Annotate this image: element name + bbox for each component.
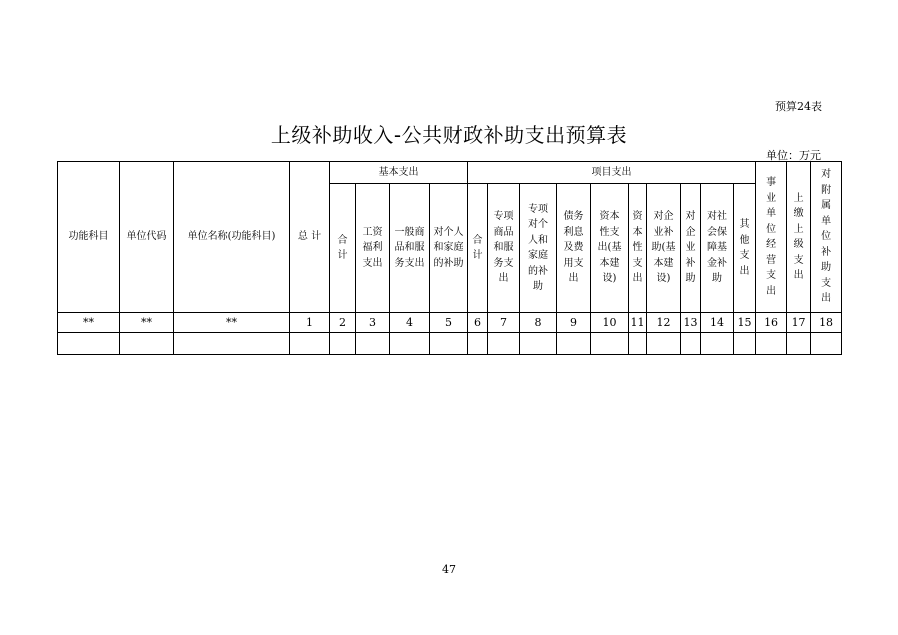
column-number-cell: 13 <box>681 313 701 333</box>
column-number-cell: 8 <box>520 313 557 333</box>
column-number-cell: 12 <box>647 313 681 333</box>
empty-cell[interactable] <box>811 333 842 355</box>
empty-cell[interactable] <box>787 333 811 355</box>
column-number-cell: 3 <box>356 313 390 333</box>
col-basic-goods: 一般商 品和服 务支出 <box>390 184 430 313</box>
group-project-expenditure: 项目支出 <box>468 162 756 184</box>
table-row-empty <box>58 333 842 355</box>
table-row-numbers <box>58 313 842 333</box>
column-number-cell: 6 <box>468 313 488 333</box>
column-number-cell: 1 <box>290 313 330 333</box>
column-number-cell: 10 <box>591 313 629 333</box>
empty-cell[interactable] <box>520 333 557 355</box>
col-unit-code: 单位代码 <box>120 162 174 313</box>
column-number-cell: 11 <box>629 313 647 333</box>
col-project-capital-infra: 资本 性支 出(基 本建 设) <box>591 184 629 313</box>
column-number-cell: 18 <box>811 313 842 333</box>
col-upper-payment: 上 缴 上 级 支 出 <box>787 162 811 313</box>
empty-cell[interactable] <box>58 333 120 355</box>
group-basic-expenditure: 基本支出 <box>330 162 468 184</box>
col-subsidiary-subsidy: 对 附 属 单 位 补 助 支 出 <box>811 162 842 313</box>
col-project-enterprise-infra: 对企 业补 助(基 本建 设) <box>647 184 681 313</box>
cell-unit-code: ** <box>120 313 174 333</box>
cell-unit-name: ** <box>174 313 290 333</box>
cell-func-subject: ** <box>58 313 120 333</box>
column-number-cell: 7 <box>488 313 520 333</box>
empty-cell[interactable] <box>629 333 647 355</box>
empty-cell[interactable] <box>488 333 520 355</box>
empty-cell[interactable] <box>701 333 734 355</box>
unit-label: 单位：万元 <box>766 149 821 162</box>
col-project-interest: 债务 利息 及费 用支 出 <box>557 184 591 313</box>
col-project-capital: 资 本 性 支 出 <box>629 184 647 313</box>
col-project-enterprise: 对 企 业 补 助 <box>681 184 701 313</box>
empty-cell[interactable] <box>557 333 591 355</box>
page-title: 上级补助收入-公共财政补助支出预算表 <box>270 123 628 147</box>
empty-cell[interactable] <box>591 333 629 355</box>
column-number-cell: 5 <box>430 313 468 333</box>
col-basic-subtotal: 合 计 <box>330 184 356 313</box>
col-project-subtotal: 合 计 <box>468 184 488 313</box>
empty-cell[interactable] <box>734 333 756 355</box>
col-func-subject: 功能科目 <box>58 162 120 313</box>
empty-cell[interactable] <box>468 333 488 355</box>
column-number-cell: 9 <box>557 313 591 333</box>
col-project-personal: 专项 对个 人和 家庭 的补 助 <box>520 184 557 313</box>
col-basic-wages: 工资 福利 支出 <box>356 184 390 313</box>
table-number: 预算24表 <box>775 100 822 113</box>
column-number-cell: 15 <box>734 313 756 333</box>
empty-cell[interactable] <box>330 333 356 355</box>
empty-cell[interactable] <box>647 333 681 355</box>
col-basic-personal: 对个人 和家庭 的补助 <box>430 184 468 313</box>
empty-cell[interactable] <box>174 333 290 355</box>
header-row-groups <box>58 162 842 184</box>
empty-cell[interactable] <box>120 333 174 355</box>
empty-cell[interactable] <box>290 333 330 355</box>
budget-table <box>57 161 842 355</box>
col-total: 总 计 <box>290 162 330 313</box>
col-unit-name: 单位名称(功能科目) <box>174 162 290 313</box>
empty-cell[interactable] <box>390 333 430 355</box>
col-business-unit-expenditure: 事 业 单 位 经 营 支 出 <box>756 162 787 313</box>
column-number-cell: 4 <box>390 313 430 333</box>
column-number-cell: 16 <box>756 313 787 333</box>
col-project-other: 其 他 支 出 <box>734 184 756 313</box>
column-number-cell: 17 <box>787 313 811 333</box>
empty-cell[interactable] <box>681 333 701 355</box>
empty-cell[interactable] <box>756 333 787 355</box>
page-number: 47 <box>442 563 456 576</box>
empty-cell[interactable] <box>430 333 468 355</box>
col-project-goods: 专项 商品 和服 务支 出 <box>488 184 520 313</box>
column-number-cell: 14 <box>701 313 734 333</box>
col-project-social: 对社 会保 障基 金补 助 <box>701 184 734 313</box>
column-number-cell: 2 <box>330 313 356 333</box>
empty-cell[interactable] <box>356 333 390 355</box>
